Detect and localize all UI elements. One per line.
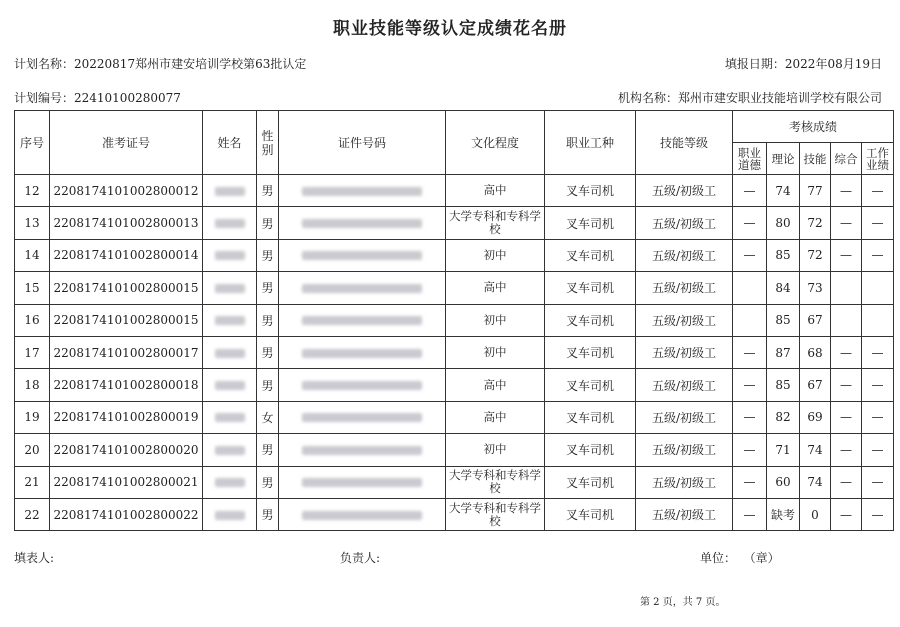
cell-skill: 72 [800,239,831,271]
cell-name [203,207,257,239]
cell-id-no [279,369,446,401]
cell-occupation: 叉车司机 [545,466,636,498]
cell-overall: — [831,498,862,530]
cell-name [203,272,257,304]
cell-theory: 缺考 [767,498,800,530]
cell-seq: 13 [15,207,50,239]
cell-seq: 20 [15,434,50,466]
cell-occupation: 叉车司机 [545,498,636,530]
cell-skill: 72 [800,207,831,239]
cell-level: 五级/初级工 [636,498,733,530]
cell-ethics: — [733,207,767,239]
redacted-name [215,381,245,390]
cell-overall: — [831,401,862,433]
header-theory: 理论 [767,143,800,175]
cell-overall: — [831,336,862,368]
cell-occupation: 叉车司机 [545,304,636,336]
cell-id-no [279,304,446,336]
table-row [15,466,894,498]
cell-seq: 18 [15,369,50,401]
redacted-name [215,349,245,358]
cell-level: 五级/初级工 [636,336,733,368]
cell-gender: 男 [257,336,279,368]
header-seq: 序号 [15,111,50,175]
cell-overall: — [831,466,862,498]
cell-performance: — [862,498,894,530]
header-education: 文化程度 [446,111,545,175]
redacted-id-number [302,219,422,228]
cell-theory: 85 [767,304,800,336]
cell-skill: 67 [800,369,831,401]
cell-theory: 74 [767,175,800,207]
redacted-id-number [302,251,422,260]
cell-performance: — [862,401,894,433]
cell-id-no [279,498,446,530]
cell-ethics: — [733,401,767,433]
cell-ethics: — [733,498,767,530]
cell-name [203,304,257,336]
redacted-id-number [302,381,422,390]
cell-id-no [279,466,446,498]
cell-education: 大学专科和专科学校 [446,207,545,239]
cell-occupation: 叉车司机 [545,401,636,433]
cell-name [203,434,257,466]
cell-performance: — [862,239,894,271]
responsible-label: 负责人: [340,551,381,565]
cell-education: 高中 [446,401,545,433]
cell-overall: — [831,434,862,466]
header-gender: 性别 [257,111,279,175]
cell-name [203,498,257,530]
cell-theory: 85 [767,239,800,271]
cell-seq: 22 [15,498,50,530]
redacted-id-number [302,511,422,520]
cell-performance: — [862,175,894,207]
cell-gender: 男 [257,498,279,530]
filler-label: 填表人: [14,551,55,565]
header-name: 姓名 [203,111,257,175]
cell-overall: — [831,239,862,271]
cell-overall: — [831,207,862,239]
redacted-name [215,251,245,260]
redacted-id-number [302,349,422,358]
header-level: 技能等级 [636,111,733,175]
cell-theory: 60 [767,466,800,498]
header-performance: 工作业绩 [862,143,894,175]
cell-skill: 68 [800,336,831,368]
cell-exam-no: 2208174101002800015 [50,272,203,304]
cell-ethics: — [733,369,767,401]
cell-theory: 87 [767,336,800,368]
cell-occupation: 叉车司机 [545,336,636,368]
redacted-id-number [302,316,422,325]
cell-occupation: 叉车司机 [545,272,636,304]
cell-id-no [279,336,446,368]
cell-seq: 12 [15,175,50,207]
cell-gender: 男 [257,466,279,498]
cell-exam-no: 2208174101002800021 [50,466,203,498]
cell-level: 五级/初级工 [636,466,733,498]
cell-gender: 男 [257,175,279,207]
table-row [15,336,894,368]
cell-id-no [279,401,446,433]
cell-ethics [733,304,767,336]
plan-number: 计划编号：22410100280077 [14,91,181,105]
cell-name [203,401,257,433]
cell-gender: 男 [257,369,279,401]
cell-education: 高中 [446,175,545,207]
cell-level: 五级/初级工 [636,369,733,401]
header-id-no: 证件号码 [279,111,446,175]
header-overall: 综合 [831,143,862,175]
header-occupation: 职业工种 [545,111,636,175]
cell-exam-no: 2208174101002800017 [50,336,203,368]
cell-gender: 男 [257,434,279,466]
cell-skill: 74 [800,466,831,498]
redacted-id-number [302,187,422,196]
redacted-name [215,316,245,325]
cell-exam-no: 2208174101002800018 [50,369,203,401]
cell-education: 高中 [446,369,545,401]
cell-skill: 74 [800,434,831,466]
table-row [15,272,894,304]
cell-seq: 14 [15,239,50,271]
cell-id-no [279,207,446,239]
table-row [15,401,894,433]
table-row [15,175,894,207]
cell-ethics: — [733,175,767,207]
cell-level: 五级/初级工 [636,434,733,466]
cell-performance: — [862,434,894,466]
redacted-name [215,478,245,487]
cell-ethics [733,272,767,304]
cell-name [203,369,257,401]
table-row [15,239,894,271]
plan-name: 计划名称：20220817郑州市建安培训学校第63批认定 [14,57,307,71]
cell-exam-no: 2208174101002800012 [50,175,203,207]
fill-date: 填报日期：2022年08月19日 [724,57,882,71]
cell-level: 五级/初级工 [636,272,733,304]
cell-skill: 77 [800,175,831,207]
cell-exam-no: 2208174101002800020 [50,434,203,466]
document-title: 职业技能等级认定成绩花名册 [333,19,567,39]
cell-exam-no: 2208174101002800022 [50,498,203,530]
cell-education: 初中 [446,434,545,466]
cell-education: 初中 [446,239,545,271]
cell-occupation: 叉车司机 [545,239,636,271]
cell-education: 初中 [446,304,545,336]
cell-gender: 男 [257,207,279,239]
cell-name [203,175,257,207]
cell-level: 五级/初级工 [636,175,733,207]
cell-gender: 女 [257,401,279,433]
cell-occupation: 叉车司机 [545,207,636,239]
cell-overall: — [831,175,862,207]
cell-performance: — [862,207,894,239]
redacted-id-number [302,446,422,455]
table-row [15,434,894,466]
cell-level: 五级/初级工 [636,304,733,336]
cell-gender: 男 [257,239,279,271]
cell-skill: 0 [800,498,831,530]
table-row [15,207,894,239]
cell-performance [862,272,894,304]
redacted-name [215,284,245,293]
cell-occupation: 叉车司机 [545,369,636,401]
cell-skill: 73 [800,272,831,304]
table-row [15,498,894,530]
cell-education: 大学专科和专科学校 [446,498,545,530]
cell-level: 五级/初级工 [636,207,733,239]
header-scores: 考核成绩 [733,111,894,143]
cell-level: 五级/初级工 [636,401,733,433]
cell-id-no [279,272,446,304]
cell-seq: 17 [15,336,50,368]
cell-education: 大学专科和专科学校 [446,466,545,498]
cell-exam-no: 2208174101002800014 [50,239,203,271]
score-roster-table [14,110,894,531]
cell-exam-no: 2208174101002800015 [50,304,203,336]
page-indicator: 第 2 页，共 7 页。 [640,597,726,608]
cell-theory: 82 [767,401,800,433]
cell-performance: — [862,336,894,368]
redacted-name [215,219,245,228]
cell-seq: 15 [15,272,50,304]
cell-ethics: — [733,434,767,466]
cell-exam-no: 2208174101002800019 [50,401,203,433]
table-row [15,369,894,401]
cell-name [203,239,257,271]
cell-ethics: — [733,466,767,498]
cell-occupation: 叉车司机 [545,434,636,466]
cell-performance: — [862,466,894,498]
table-row [15,304,894,336]
cell-overall [831,272,862,304]
cell-occupation: 叉车司机 [545,175,636,207]
cell-gender: 男 [257,304,279,336]
cell-education: 高中 [446,272,545,304]
cell-theory: 85 [767,369,800,401]
cell-overall: — [831,369,862,401]
redacted-name [215,413,245,422]
cell-theory: 84 [767,272,800,304]
header-ethics: 职业道德 [733,143,767,175]
cell-ethics: — [733,239,767,271]
organization-name: 机构名称：郑州市建安职业技能培训学校有限公司 [617,91,882,105]
cell-level: 五级/初级工 [636,239,733,271]
unit-seal-label: 单位： （章） [700,551,780,565]
redacted-name [215,511,245,520]
cell-skill: 69 [800,401,831,433]
cell-ethics: — [733,336,767,368]
cell-id-no [279,239,446,271]
cell-seq: 16 [15,304,50,336]
cell-name [203,336,257,368]
cell-education: 初中 [446,336,545,368]
cell-theory: 80 [767,207,800,239]
redacted-id-number [302,413,422,422]
redacted-name [215,446,245,455]
cell-seq: 21 [15,466,50,498]
cell-skill: 67 [800,304,831,336]
cell-overall [831,304,862,336]
cell-seq: 19 [15,401,50,433]
redacted-id-number [302,284,422,293]
cell-gender: 男 [257,272,279,304]
redacted-name [215,187,245,196]
header-exam-no: 准考证号 [50,111,203,175]
cell-exam-no: 2208174101002800013 [50,207,203,239]
cell-theory: 71 [767,434,800,466]
cell-performance: — [862,369,894,401]
redacted-id-number [302,478,422,487]
cell-id-no [279,434,446,466]
cell-name [203,466,257,498]
cell-id-no [279,175,446,207]
header-skill: 技能 [800,143,831,175]
cell-performance [862,304,894,336]
